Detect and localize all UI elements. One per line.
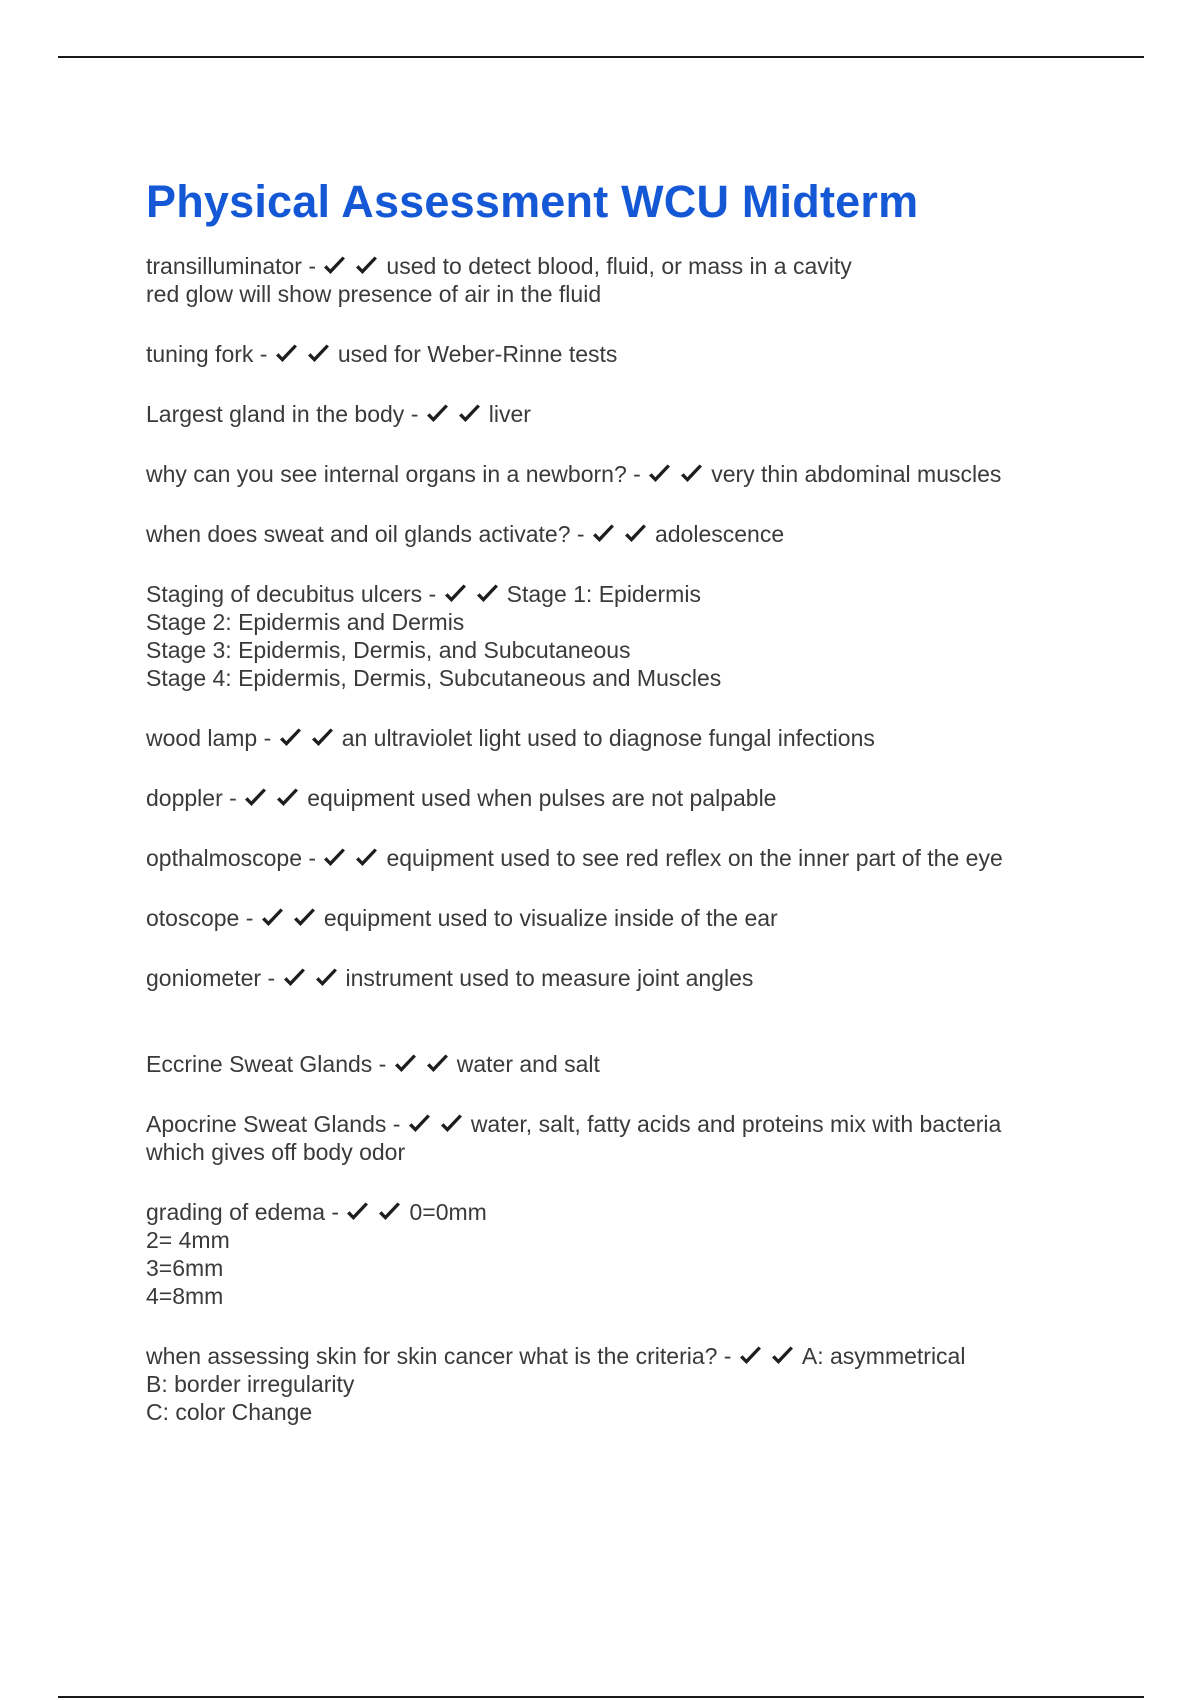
document-title: Physical Assessment WCU Midterm xyxy=(146,176,919,227)
flashcard-first-line xyxy=(146,1050,1106,1078)
answer-text: used for Weber-Rinne tests xyxy=(337,341,618,367)
check-icon xyxy=(354,255,379,277)
term-text: wood lamp xyxy=(146,725,258,751)
flashcard-item xyxy=(146,460,1106,488)
flashcard-item xyxy=(146,520,1106,548)
check-icon xyxy=(322,847,347,869)
flashcard-first-line xyxy=(146,580,1106,608)
check-icon xyxy=(306,343,331,365)
flashcard-item xyxy=(146,904,1106,932)
answer-text: used to detect blood, fluid, or mass in a cavity xyxy=(386,253,852,279)
check-icon xyxy=(425,403,450,425)
flashcard-first-line xyxy=(146,724,1106,752)
term-text: doppler xyxy=(146,785,223,811)
answer-text: liver xyxy=(488,401,531,427)
flashcard-first-line xyxy=(146,904,1106,932)
answer-continuation: 4=8mm xyxy=(146,1283,224,1309)
check-icon xyxy=(393,1053,418,1075)
flashcard-first-line xyxy=(146,1198,1106,1226)
check-icon xyxy=(738,1345,763,1367)
flashcard-first-line xyxy=(146,460,1106,488)
answer-continuation: Stage 2: Epidermis and Dermis xyxy=(146,609,465,635)
check-icon xyxy=(292,907,317,929)
flashcard-first-line xyxy=(146,844,1106,872)
term-separator: - xyxy=(222,785,244,811)
term-text: why can you see internal organs in a newborn? xyxy=(146,461,627,487)
term-text: Apocrine Sweat Glands xyxy=(146,1111,387,1137)
answer-text: very thin abdominal muscles xyxy=(711,461,1002,487)
answer-continuation: which gives off body odor xyxy=(146,1139,406,1165)
check-icon xyxy=(278,727,303,749)
term-text: when assessing skin for skin cancer what is the criteria? xyxy=(146,1343,718,1369)
flashcard-item xyxy=(146,724,1106,752)
flashcard-item xyxy=(146,1110,1106,1166)
answer-continuation: C: color Change xyxy=(146,1399,313,1425)
answer-continuation: Stage 4: Epidermis, Dermis, Subcutaneous and Muscles xyxy=(146,665,722,691)
answer-text: instrument used to measure joint angles xyxy=(345,965,754,991)
term-separator: - xyxy=(626,461,648,487)
header-rule xyxy=(58,56,1144,58)
term-text: grading of edema xyxy=(146,1199,326,1225)
answer-text: equipment used to visualize inside of the ear xyxy=(323,905,778,931)
term-separator: - xyxy=(261,965,282,991)
term-separator: - xyxy=(253,341,274,367)
answer-continuation: 3=6mm xyxy=(146,1255,224,1281)
term-text: Staging of decubitus ulcers xyxy=(146,581,423,607)
answer-text: 0=0mm xyxy=(409,1199,487,1225)
term-separator: - xyxy=(325,1199,346,1225)
flashcard-item xyxy=(146,340,1106,368)
answer-continuation: 2= 4mm xyxy=(146,1227,230,1253)
answer-text: adolescence xyxy=(654,521,785,547)
check-icon xyxy=(275,787,300,809)
check-icon xyxy=(322,255,347,277)
term-text: when does sweat and oil glands activate? xyxy=(146,521,571,547)
term-separator: - xyxy=(257,725,278,751)
check-icon xyxy=(591,523,616,545)
answer-text: equipment used to see red reflex on the inner part of the eye xyxy=(386,845,1003,871)
term-text: Largest gland in the body xyxy=(146,401,405,427)
check-icon xyxy=(407,1113,432,1135)
flashcard-item xyxy=(146,252,1106,308)
flashcard-first-line xyxy=(146,340,1106,368)
answer-text: water and salt xyxy=(456,1051,600,1077)
flashcard-first-line xyxy=(146,1110,1106,1138)
flashcard-first-line xyxy=(146,252,1106,280)
check-icon xyxy=(475,583,500,605)
flashcard-item xyxy=(146,844,1106,872)
term-text: otoscope xyxy=(146,905,240,931)
term-text: tuning fork xyxy=(146,341,254,367)
answer-text: an ultraviolet light used to diagnose fungal infections xyxy=(341,725,875,751)
check-icon xyxy=(314,967,339,989)
check-icon xyxy=(623,523,648,545)
flashcard-list xyxy=(146,252,1106,1426)
term-text: transilluminator xyxy=(146,253,302,279)
answer-continuation: B: border irregularity xyxy=(146,1371,355,1397)
flashcard-item xyxy=(146,1342,1106,1426)
answer-continuation: Stage 3: Epidermis, Dermis, and Subcutaneous xyxy=(146,637,631,663)
answer-text: water, salt, fatty acids and proteins mix with bacteria xyxy=(470,1111,1002,1137)
term-separator: - xyxy=(302,845,323,871)
term-separator: - xyxy=(404,401,425,427)
check-icon xyxy=(310,727,335,749)
check-icon xyxy=(425,1053,450,1075)
flashcard-item xyxy=(146,580,1106,692)
term-separator: - xyxy=(301,253,323,279)
flashcard-item xyxy=(146,964,1106,992)
flashcard-first-line xyxy=(146,520,1106,548)
flashcard-first-line xyxy=(146,964,1106,992)
check-icon xyxy=(354,847,379,869)
check-icon xyxy=(770,1345,795,1367)
check-icon xyxy=(377,1201,402,1223)
answer-text: A: asymmetrical xyxy=(801,1343,966,1369)
check-icon xyxy=(457,403,482,425)
term-separator: - xyxy=(717,1343,738,1369)
footer-rule xyxy=(58,1696,1144,1698)
check-icon xyxy=(443,583,468,605)
term-separator: - xyxy=(386,1111,407,1137)
term-text: Eccrine Sweat Glands xyxy=(146,1051,373,1077)
check-icon xyxy=(679,463,704,485)
term-text: opthalmoscope xyxy=(146,845,302,871)
check-icon xyxy=(647,463,672,485)
flashcard-item xyxy=(146,1198,1106,1310)
check-icon xyxy=(243,787,268,809)
answer-continuation: red glow will show presence of air in the fluid xyxy=(146,281,602,307)
check-icon xyxy=(260,907,285,929)
term-separator: - xyxy=(422,581,443,607)
document-body xyxy=(146,172,1106,1458)
term-separator: - xyxy=(570,521,591,547)
flashcard-first-line xyxy=(146,784,1106,812)
check-icon xyxy=(282,967,307,989)
term-separator: - xyxy=(239,905,260,931)
flashcard-item xyxy=(146,784,1106,812)
flashcard-item xyxy=(146,1050,1106,1078)
answer-text: equipment used when pulses are not palpable xyxy=(307,785,777,811)
flashcard-first-line xyxy=(146,1342,1106,1370)
check-icon xyxy=(345,1201,370,1223)
term-separator: - xyxy=(372,1051,393,1077)
answer-text: Stage 1: Epidermis xyxy=(506,581,701,607)
check-icon xyxy=(274,343,299,365)
term-text: goniometer xyxy=(146,965,262,991)
flashcard-item xyxy=(146,400,1106,428)
flashcard-first-line xyxy=(146,400,1106,428)
check-icon xyxy=(439,1113,464,1135)
